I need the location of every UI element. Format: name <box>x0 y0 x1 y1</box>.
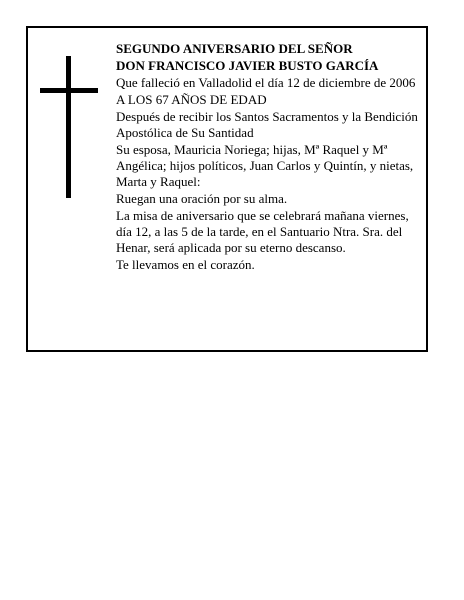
sacraments-line: Después de recibir los Santos Sacramentos y la Bendición Apostólica de Su Santidad <box>116 109 418 140</box>
mass-info: La misa de aniversario que se celebrará mañana viernes, día 12, a las 5 de la tarde, en el Santuario Ntra. Sra. del Henar, será aplicada por su eterno descanso. <box>116 208 409 255</box>
age-line: A LOS 67 AÑOS DE EDAD <box>116 92 267 107</box>
obituary-notice <box>26 26 428 352</box>
cross-icon <box>40 56 98 198</box>
notice-title-line2: DON FRANCISCO JAVIER BUSTO GARCÍA <box>116 58 379 73</box>
cross-vertical-bar <box>66 56 71 198</box>
death-info: Que falleció en Valladolid el día 12 de diciembre de 2006 <box>116 75 416 90</box>
cross-horizontal-bar <box>40 88 98 93</box>
notice-text <box>116 41 424 274</box>
notice-title-line1: SEGUNDO ANIVERSARIO DEL SEÑOR <box>116 41 353 56</box>
prayer-request: Ruegan una oración por su alma. <box>116 191 288 206</box>
closing-line: Te llevamos en el corazón. <box>116 257 255 272</box>
family-line: Su esposa, Mauricia Noriega; hijas, Mª Raquel y Mª Angélica; hijos políticos, Juan Carlos y Quintín, y nietas, Marta y Raquel: <box>116 142 414 189</box>
